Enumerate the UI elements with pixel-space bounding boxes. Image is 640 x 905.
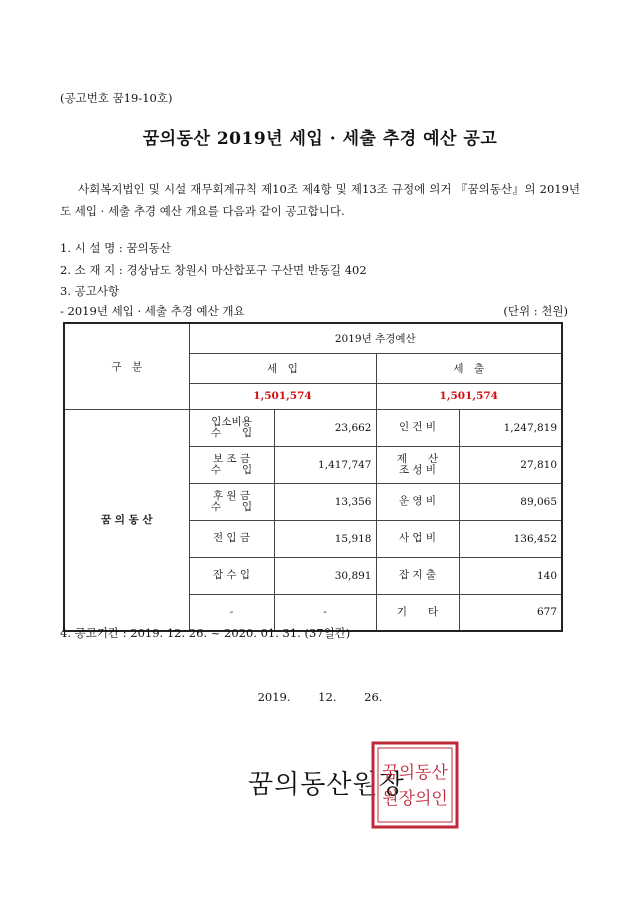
expense-label: 기 타 [376,594,459,631]
revenue-label: 잡 수 입 [189,557,274,594]
summary-label: - 2019년 세입 · 세출 추경 예산 개요 [60,304,245,318]
notice-heading: 3. 공고사항 [60,284,120,298]
expense-label: 잡 지 출 [376,557,459,594]
expense-total: 1,501,574 [376,383,562,409]
budget-table [63,322,563,632]
revenue-value: 23,662 [274,409,376,446]
expense-label: 운 영 비 [376,483,459,520]
revenue-label: 보 조 금 수 입 [189,446,274,483]
official-seal-icon [370,740,460,830]
revenue-header: 세 입 [189,353,376,383]
notice-period: 4. 공고기간 : 2019. 12. 26. ~ 2020. 01. 31. (37일간) [60,626,351,640]
year-budget-header: 2019년 추경예산 [189,323,562,353]
expense-value: 140 [459,557,562,594]
expense-value: 89,065 [459,483,562,520]
revenue-label: 후 원 금 수 입 [189,483,274,520]
date-day: 26. [364,690,383,704]
revenue-value: - [274,594,376,631]
date-year: 2019. [257,690,291,704]
notice-date [0,690,640,704]
expense-value: 136,452 [459,520,562,557]
expense-value: 27,810 [459,446,562,483]
unit-label: (단위 : 천원) [503,304,568,318]
expense-value: 677 [459,594,562,631]
intro-paragraph: 사회복지법인 및 시설 재무회계규칙 제10조 제4항 및 제13조 규정에 의거 『꿈의동산』의 2019년도 세입 · 세출 추경 예산 개요를 다음과 같이 공고합니다. [60,182,580,218]
seal-text-line-2: 원장의인 [382,789,448,809]
revenue-value: 15,918 [274,520,376,557]
seal-text-line-1: 꿈의동산 [382,763,448,783]
revenue-label: 입소비용 수 입 [189,409,274,446]
notice-number: (공고번호 꿈19-10호) [60,91,173,105]
facility-name: 1. 시 설 명 : 꿈의동산 [60,241,171,255]
expense-label: 인 건 비 [376,409,459,446]
revenue-label: - [189,594,274,631]
expense-label: 제 산 조 성 비 [376,446,459,483]
revenue-value: 30,891 [274,557,376,594]
org-name-cell: 꿈 의 동 산 [64,409,189,631]
category-header: 구 분 [64,323,189,409]
signature-name: 꿈의동산원장 [248,770,405,800]
revenue-value: 1,417,747 [274,446,376,483]
revenue-total: 1,501,574 [189,383,376,409]
facility-address: 2. 소 재 지 : 경상남도 창원시 마산합포구 구산면 반동길 402 [60,263,367,277]
expense-header: 세 출 [376,353,562,383]
revenue-label: 전 입 금 [189,520,274,557]
revenue-value: 13,356 [274,483,376,520]
date-month: 12. [318,690,337,704]
expense-value: 1,247,819 [459,409,562,446]
expense-label: 사 업 비 [376,520,459,557]
page-title: 꿈의동산 2019년 세입 · 세출 추경 예산 공고 [142,129,498,149]
